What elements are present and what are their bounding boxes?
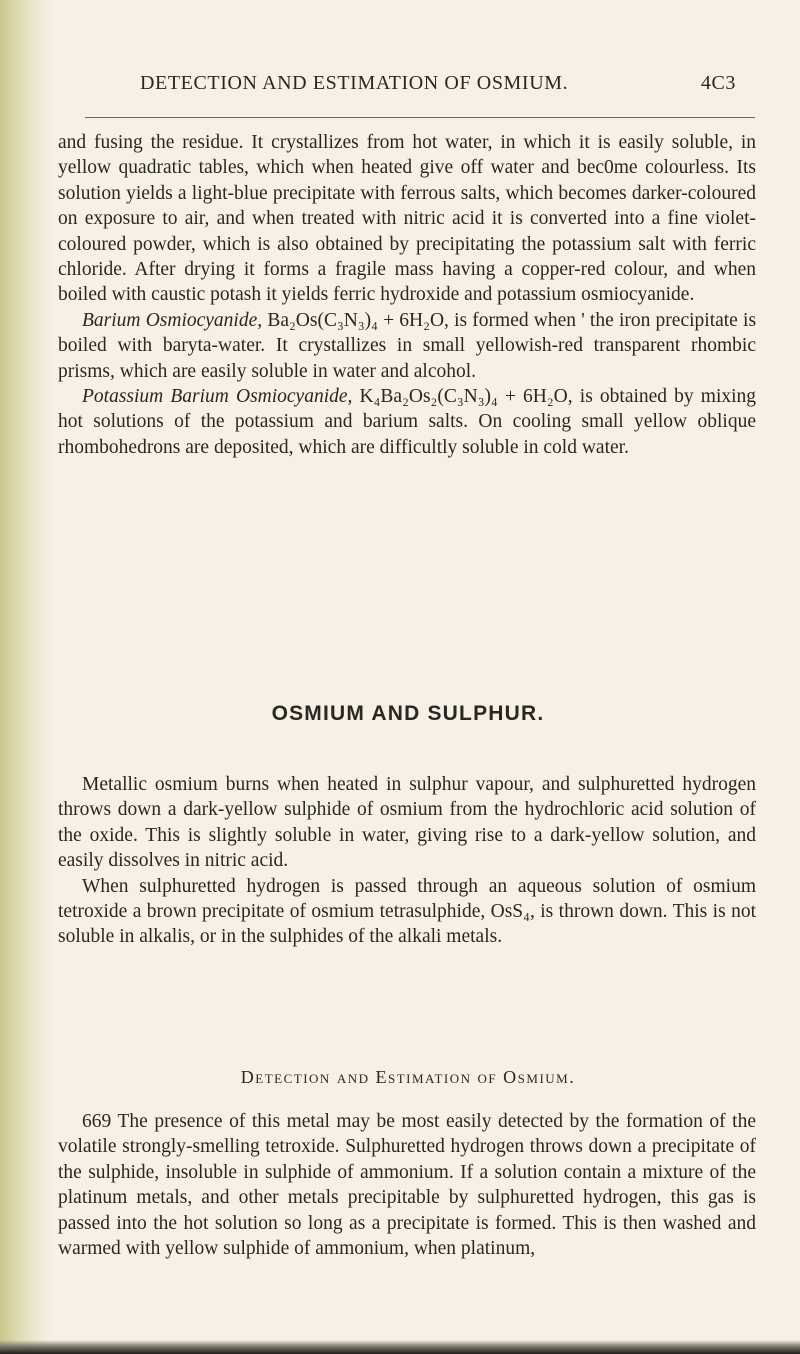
page-edge-shadow	[0, 1340, 800, 1354]
compound-name: Barium Osmiocyanide,	[82, 309, 263, 331]
paragraph-text: The presence of this metal may be most easily detected by the formation of the volatile strongly-smelling tetroxide. Sulphuretted hydrogen throws down a precipitate of the sulphide, insoluble in sulphide of ammonium. If a solution contain a mixture of the platinum metals, and other metals precipitable by sulphuretted hydrogen, this gas is passed into the hot solution so long as a precipitate is formed. This is then washed and warmed with yellow sulphide of ammonium, when platinum,	[58, 1111, 756, 1260]
paragraph-metallic-osmium: Metallic osmium burns when heated in sulphur vapour, and sulphuretted hydrogen throws down a dark-yellow sulphide of osmium from the hydrochloric acid solution of the oxide. This is slightly soluble in water, giving rise to a dark-yellow solution, and easily dissolves in nitric acid.	[58, 774, 756, 872]
book-page	[58, 60, 758, 1260]
osmium-sulphur-text	[58, 772, 756, 950]
chemical-formula: Ba₂Os(C₃N₃)₄ + 6H₂O,	[267, 309, 449, 331]
running-title: DETECTION AND ESTIMATION OF OSMIUM.	[140, 72, 569, 94]
paragraph-potassium-barium-osmiocyanide	[58, 384, 756, 460]
header-rule	[85, 117, 755, 118]
paragraph-669	[58, 1109, 756, 1261]
paragraph-text: is formed when ' the iron precipitate is boiled with baryta-water. It crystallizes in small yellowish-red transparent rhombic prisms, which are easily soluble in water and alcohol.	[58, 309, 757, 382]
paragraph-sulphuretted-hydrogen: When sulphuretted hydrogen is passed through an aqueous solution of osmium tetroxide a brown precipitate of osmium tetrasulphide, OsS₄, is thrown down. This is not soluble in alkalis, or in the sulphides of the alkali metals.	[58, 875, 756, 948]
paragraph-number: 669	[82, 1111, 112, 1132]
chemical-formula: K₄Ba₂Os₂(C₃N₃)₄ + 6H₂O,	[359, 386, 573, 408]
subsection-heading: Detection and Estimation of Osmium.	[240, 1067, 576, 1087]
compound-name: Potassium Barium Osmiocyanide,	[82, 386, 353, 408]
section-heading: OSMIUM AND SULPHUR.	[271, 702, 545, 725]
page-binding-shadow	[0, 0, 52, 1354]
paragraph-text: is obtained by mixing hot solutions of the potassium and barium salts. On cooling small yellow oblique rhombohedrons are deposited, which are difficultly soluble in cold water.	[58, 386, 757, 458]
running-head	[58, 60, 758, 96]
page-number: 4C3	[700, 72, 736, 94]
paragraph-fusing-residue: and fusing the residue. It crystallizes from hot water, in which it is easily soluble, in yellow quadratic tables, which when heated give off water and bec0me colourless. Its solution yields a light-blue precipitate with ferrous salts, which becomes darker-coloured on exposure to air, and when treated with nitric acid it is converted into a fine violet-coloured powder, which is also obtained by precipitating the potassium salt with ferric chloride. After drying it forms a fragile mass having a copper-red colour, and when boiled with caustic potash it yields ferric hydroxide and potassium osmiocyanide.	[58, 132, 756, 306]
top-text-block	[58, 130, 756, 460]
detection-text	[58, 1109, 756, 1261]
paragraph-barium-osmiocyanide	[58, 308, 756, 384]
